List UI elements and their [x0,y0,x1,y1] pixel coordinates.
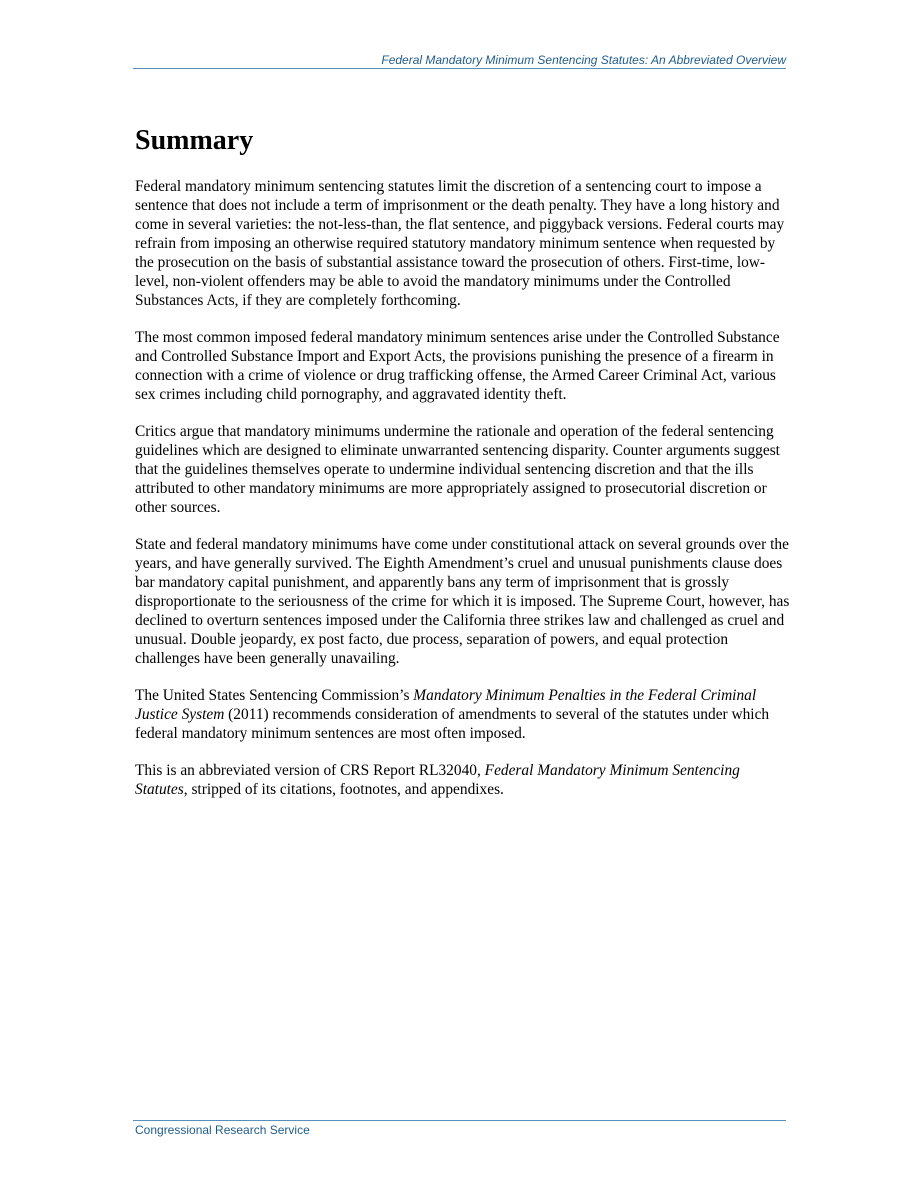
summary-paragraph-6 [135,761,790,799]
footer-divider [133,1120,786,1121]
summary-heading: Summary [135,125,254,156]
summary-paragraph-1: Federal mandatory minimum sentencing statutes limit the discretion of a sentencing court to impose a sentence that does not include a term of imprisonment or the death penalty. They have a long history and come in several varieties: the not-less-than, the flat sentence, and piggyback versions. Federal courts may refrain from imposing an otherwise required statutory mandatory minimum sentence when requested by the prosecution on the basis of substantial assistance toward the prosecution of others. First-time, low-level, non-violent offenders may be able to avoid the mandatory minimums under the Controlled Substances Acts, if they are completely forthcoming. [135,178,785,309]
paragraph-6-text-start: This is an abbreviated version of CRS Report RL32040, [135,762,485,779]
summary-body [135,177,790,817]
paragraph-5-text-end: (2011) recommends consideration of amendments to several of the statutes under which federal mandatory minimum sentences are most often imposed. [135,706,770,742]
summary-paragraph-3: Critics argue that mandatory minimums undermine the rationale and operation of the federal sentencing guidelines which are designed to eliminate unwarranted sentencing disparity. Counter arguments suggest that the guidelines themselves operate to undermine individual sentencing discretion and that the ills attributed to other mandatory minimums are more appropriately assigned to prosecutorial discretion or other sources. [135,423,780,516]
running-header-title: Federal Mandatory Minimum Sentencing Statutes: An Abbreviated Overview [381,53,786,67]
paragraph-6-text-end: , stripped of its citations, footnotes, and appendixes. [183,781,504,798]
header-divider [133,68,786,69]
crs-report-title-italic: Federal Mandatory Minimum Sentencing Statutes [135,762,740,798]
running-footer-organization: Congressional Research Service [135,1123,310,1137]
summary-paragraph-5 [135,686,790,743]
report-title-italic: Mandatory Minimum Penalties in the Federal Criminal Justice System [135,687,757,723]
summary-paragraph-2: The most common imposed federal mandatory minimum sentences arise under the Controlled Substance and Controlled Substance Import and Export Acts, the provisions punishing the presence of a firearm in connection with a crime of violence or drug trafficking offense, the Armed Career Criminal Act, various sex crimes including child pornography, and aggravated identity theft. [135,329,780,403]
paragraph-5-text-start: The United States Sentencing Commission’s [135,687,414,704]
summary-paragraph-4: State and federal mandatory minimums have come under constitutional attack on several grounds over the years, and have generally survived. The Eighth Amendment’s cruel and unusual punishments clause does bar mandatory capital punishment, and apparently bans any term of imprisonment that is grossly disproportionate to the seriousness of the crime for which it is imposed. The Supreme Court, however, has declined to overturn sentences imposed under the California three strikes law and challenged as cruel and unusual. Double jeopardy, ex post facto, due process, separation of powers, and equal protection challenges have been generally unavailing. [135,536,790,667]
